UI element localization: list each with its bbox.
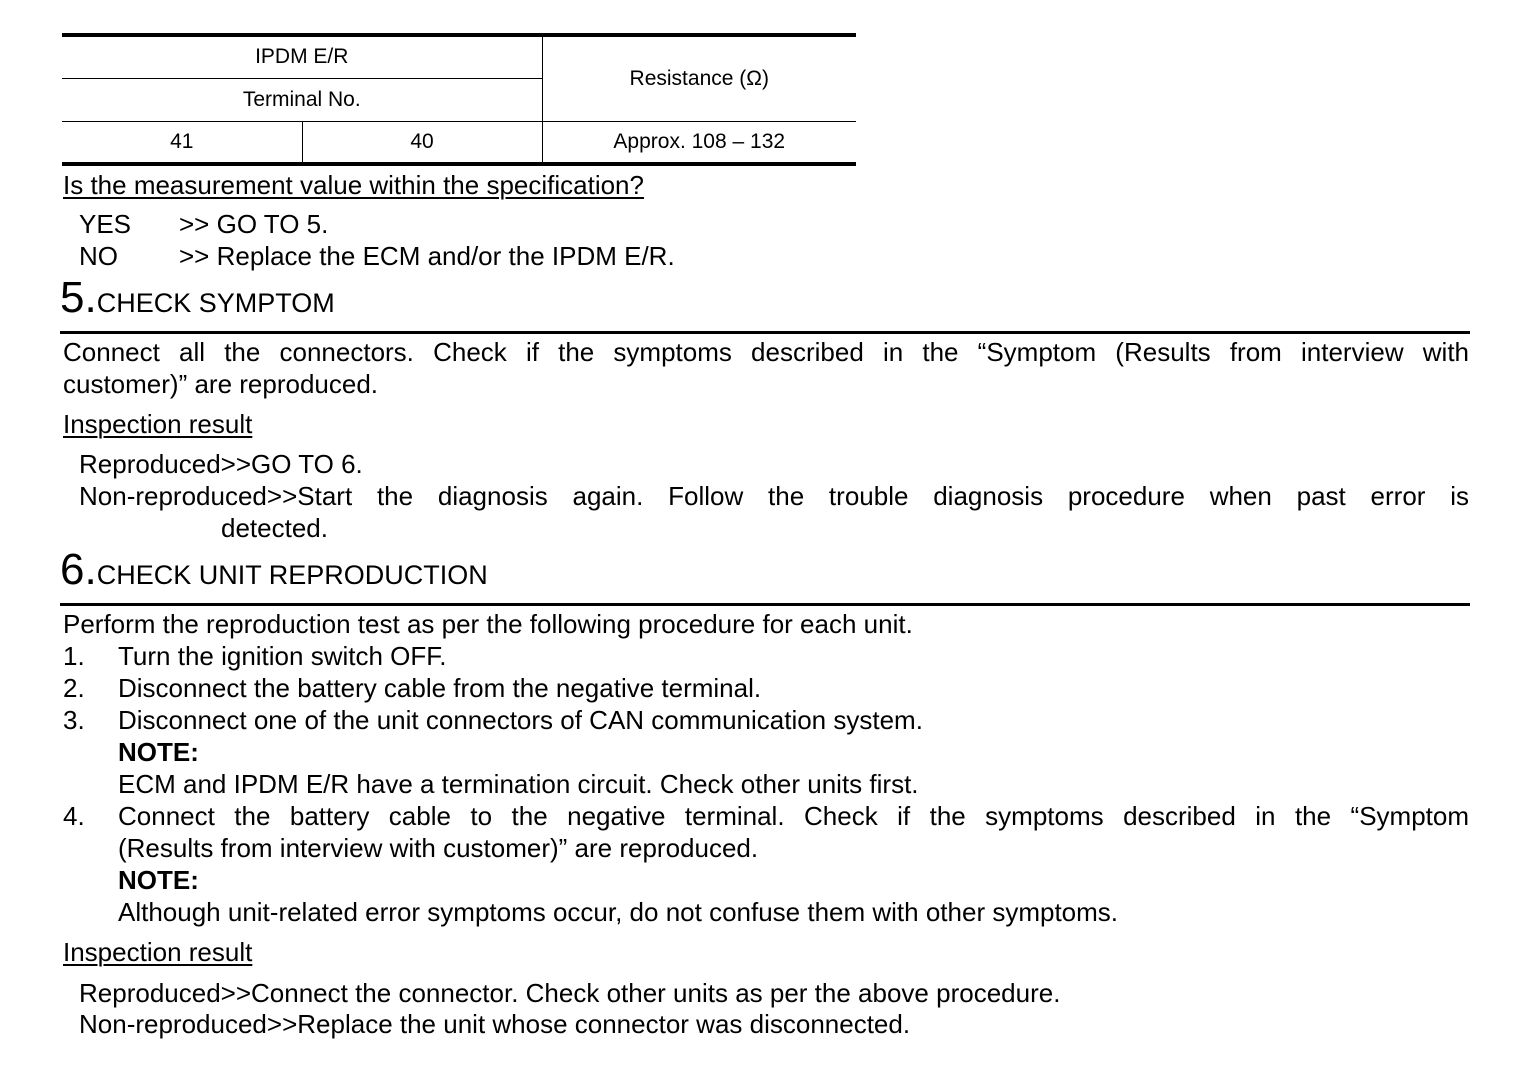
- list-item: [63, 704, 1469, 800]
- step-5-result-label: Inspection result: [63, 409, 253, 439]
- step-5-divider: [60, 331, 1470, 334]
- table-cell-terminal-2: 40: [302, 121, 542, 164]
- list-item-text: Turn the ignition switch OFF.: [118, 641, 447, 671]
- list-item: [63, 640, 1469, 672]
- list-item-text: Disconnect the battery cable from the negative terminal.: [118, 673, 762, 703]
- list-item-text: Disconnect one of the unit connectors of CAN communication system.: [118, 705, 923, 735]
- step-5-body-line-1: Connect all the connectors. Check if the symptoms described in the “Symptom (Results from interview with: [63, 337, 1469, 367]
- step-5-reproduced: Reproduced>>GO TO 6.: [79, 449, 363, 479]
- step-5-non-reproduced-line-2: detected.: [221, 513, 328, 543]
- table-cell-resistance: Approx. 108 – 132: [542, 121, 856, 164]
- yes-label: YES: [79, 209, 132, 239]
- yes-action: >> GO TO 5.: [179, 209, 329, 239]
- step-5-body: [63, 336, 1469, 400]
- step-5-non-reproduced: [79, 480, 1469, 544]
- table-header-resistance: Resistance (Ω): [629, 66, 769, 90]
- list-item-number: 1.: [63, 641, 85, 671]
- step-6-non-reproduced: Non-reproduced>>Replace the unit whose connector was disconnected.: [79, 1009, 911, 1039]
- step-5-heading: [60, 273, 335, 325]
- step-6-number: 6.: [60, 545, 97, 594]
- step-5-body-line-2: customer)” are reproduced.: [63, 369, 379, 399]
- spec-question: Is the measurement value within the specification?: [63, 170, 644, 200]
- list-item: [63, 800, 1469, 928]
- no-branch: [79, 240, 675, 272]
- step-5-title: CHECK SYMPTOM: [96, 288, 335, 318]
- note-text: ECM and IPDM E/R have a termination circuit. Check other units first.: [118, 769, 919, 799]
- step-6-reproduced: Reproduced>>Connect the connector. Check other units as per the above procedure.: [79, 978, 1061, 1008]
- step-6-divider: [60, 603, 1470, 606]
- table-header-terminal: Terminal No.: [62, 78, 542, 121]
- note-text: Although unit-related error symptoms occur, do not confuse them with other symptoms.: [118, 897, 1119, 927]
- step-6-title: CHECK UNIT REPRODUCTION: [96, 560, 488, 590]
- list-item-text-line-2: (Results from interview with customer)” are reproduced.: [118, 833, 759, 863]
- list-item-text-line-1: Connect the battery cable to the negative terminal. Check if the symptoms described in the “Symptom: [118, 801, 1469, 831]
- step-6-result-label: Inspection result: [63, 937, 253, 967]
- step-5-number: 5.: [60, 273, 97, 322]
- list-item-number: 3.: [63, 705, 85, 735]
- list-item-number: 4.: [63, 801, 85, 831]
- step-6-heading: [60, 545, 488, 597]
- note-label: NOTE:: [118, 737, 199, 767]
- step-6-intro: Perform the reproduction test as per the following procedure for each unit.: [63, 609, 913, 639]
- yes-branch: [79, 208, 328, 240]
- table-row: [62, 121, 856, 164]
- table-cell-terminal-1: 41: [62, 121, 302, 164]
- table-header-ipdm: IPDM E/R: [62, 35, 542, 78]
- list-item-number: 2.: [63, 673, 85, 703]
- list-item: [63, 672, 1469, 704]
- step-5-non-reproduced-line-1: Non-reproduced>>Start the diagnosis again. Follow the trouble diagnosis procedure when past error is: [79, 481, 1469, 511]
- no-action: >> Replace the ECM and/or the IPDM E/R.: [179, 241, 675, 271]
- note-label: NOTE:: [118, 865, 199, 895]
- no-label: NO: [79, 241, 118, 271]
- resistance-spec-table: [62, 33, 856, 166]
